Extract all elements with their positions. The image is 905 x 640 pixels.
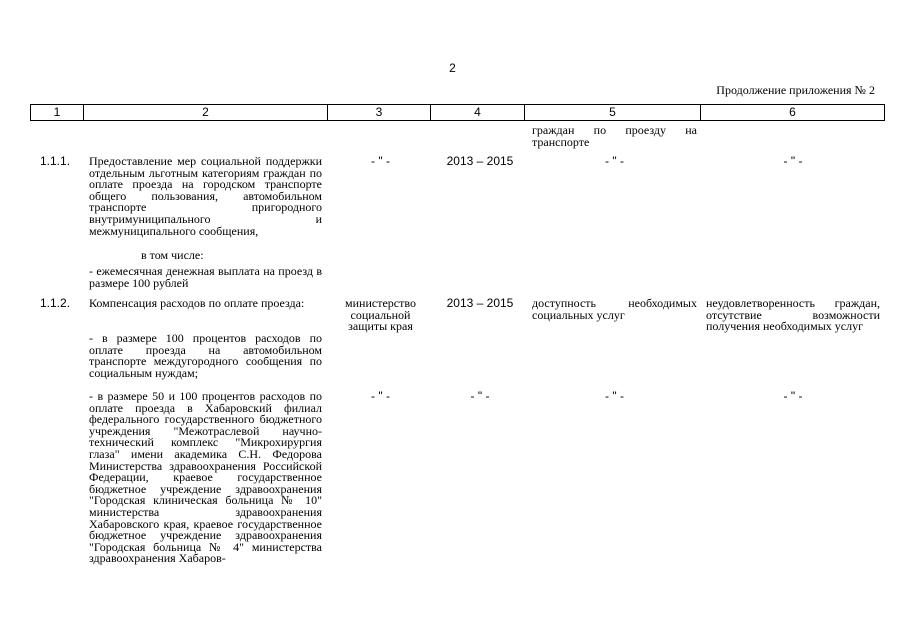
page-number: 2 — [449, 61, 456, 75]
row-3-result: - " - — [605, 389, 624, 403]
row-1-consequence: - " - — [783, 154, 803, 168]
column-header-table — [30, 104, 885, 121]
row-2-sub-item: - в размере 100 процентов расходов по оплате проезда на автомобильном транспорте междугородного сообщения по социальным нуждам; — [89, 331, 322, 380]
column-number-5: 5 — [525, 105, 701, 121]
continuation-note: Продолжение приложения № 2 — [716, 83, 875, 97]
column-number-4: 4 — [431, 105, 525, 121]
row-1-result: - " - — [605, 154, 624, 168]
row-1-description: Предоставление мер социальной поддержки отдельным льготным категориям граждан по оплате проезда на городском транспорте общего пользования, автомобильном транспорте пригородного внутримуниципального и межмуниципального сообщения, — [89, 154, 322, 238]
row-3-period: - " - — [470, 389, 490, 403]
row-2-number: 1.1.2. — [40, 296, 71, 310]
row-1-number: 1.1.1. — [40, 154, 71, 168]
row-2-period: 2013 – 2015 — [446, 296, 514, 310]
row-3-consequence: - " - — [783, 389, 803, 403]
column-number-3: 3 — [328, 105, 431, 121]
row-1-sub-item: - ежемесячная денежная выплата на проезд в размере 100 рублей — [89, 264, 322, 290]
carryover-col5: граждан по проезду на транспорте — [532, 123, 697, 149]
row-2-executor: министерство социальной защиты края — [345, 296, 416, 334]
row-3-executor: - " - — [371, 389, 390, 403]
row-2-result: доступность необходимых социальных услуг — [532, 296, 697, 322]
row-3-sub-item: - в размере 50 и 100 процентов расходов по оплате проезда в Хабаровский филиал федерального государственного бюджетного учреждения "Межотраслевой научно-технический комплекс "Микрохирургия глаза" имени академика С.Н. Федорова Министерства здравоохранения Российской Федерации, краевое государственное бюджетное учреждение здравоохранения "Городская клиническая больница № 10" министерства здравоохранения Хабаровского края, краевое государственное бюджетное учреждение здравоохранения "Городская больница № 4" министерства здравоохранения Хабаров- — [89, 389, 322, 566]
column-header-row — [31, 105, 885, 121]
row-2-consequence: неудовлетворенность граждан, отсутствие возможности получения необходимых услуг — [706, 296, 880, 334]
row-1-executor: - " - — [371, 154, 390, 168]
row-1-period: 2013 – 2015 — [446, 154, 514, 168]
column-number-6: 6 — [701, 105, 885, 121]
row-1-including: в том числе: — [141, 248, 204, 262]
row-2-description: Компенсация расходов по оплате проезда: — [89, 296, 305, 310]
column-number-1: 1 — [31, 105, 84, 121]
column-number-2: 2 — [84, 105, 328, 121]
